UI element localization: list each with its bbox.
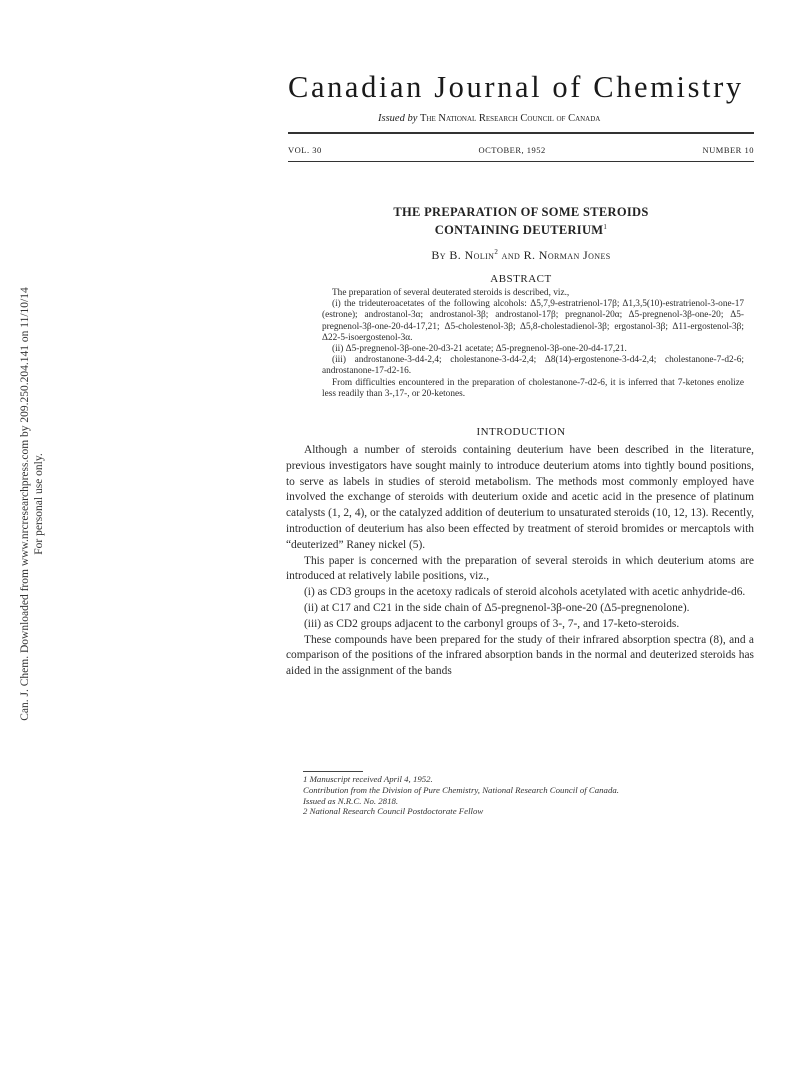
author-line bbox=[288, 248, 754, 263]
article-title bbox=[288, 205, 754, 238]
footnote: Issued as N.R.C. No. 2818. bbox=[303, 795, 399, 806]
journal-title: Canadian Journal of Chemistry bbox=[288, 70, 744, 104]
issued-by-label: Issued by bbox=[378, 113, 418, 124]
title-line-2: CONTAINING DEUTERIUM bbox=[434, 223, 604, 238]
author-by-1: By B. Nolin bbox=[431, 248, 495, 262]
footnote: 1 Manuscript received April 4, 1952. bbox=[303, 774, 433, 784]
issue-date: OCTOBER, 1952 bbox=[478, 145, 546, 155]
issue-number: NUMBER 10 bbox=[702, 145, 754, 155]
body-paragraph: (i) as CD3 groups in the acetoxy radicals of steroid alcohols acetylated with acetic anhydride-d6. bbox=[304, 586, 746, 599]
body-paragraph: (ii) at C17 and C21 in the side chain of Δ5-pregnenol-3β-one-20 (Δ5-pregnenolone). bbox=[304, 601, 690, 614]
issued-by-line bbox=[378, 113, 600, 124]
body-paragraph: Although a number of steroids containing deuterium have been described in the literature, previous investigators have sought mainly to introduce deuterium atoms into tightly bound positions, to serve as labels in studies of steroid metabolism. The methods most commonly employed have involved the exchange of steroids with deuterium oxide and acetic acid in the presence of platinum catalysts (1, 2, 4), or the catalyzed addition of deuterium to unsaturated steroids (10, 12, 13). Recently, introduction of deuterium has also been effected by treatment of steroid bromides or mercaptols with “deuterized” Raney nickel (5). bbox=[286, 444, 754, 551]
footnotes bbox=[303, 774, 755, 817]
abstract-paragraph: (iii) androstanone-3-d4-2,4; cholestanone-3-d4-2,4; Δ8(14)-ergostenone-3-d4-2,4; cholestanone-7-d2-6; androstanone-17-d2-16. bbox=[322, 355, 744, 377]
abstract-paragraph: The preparation of several deuterated steroids is described, viz., bbox=[332, 288, 570, 298]
abstract-body bbox=[322, 288, 744, 400]
introduction-heading: INTRODUCTION bbox=[476, 426, 566, 438]
volume-label: VOL. 30 bbox=[288, 145, 322, 155]
body-paragraph: This paper is concerned with the preparation of several steroids in which deuterium atoms are introduced at relatively labile positions, viz., bbox=[286, 554, 754, 583]
header-rule-top bbox=[288, 132, 754, 134]
body-paragraph: (iii) as CD2 groups adjacent to the carbonyl groups of 3-, 7-, and 17-keto-steroids. bbox=[304, 617, 680, 630]
introduction-body bbox=[286, 443, 754, 680]
title-line-1: THE PREPARATION OF SOME STEROIDS bbox=[393, 205, 649, 219]
author-footnote-mark: 2 bbox=[494, 248, 499, 256]
footnote: Contribution from the Division of Pure Chemistry, National Research Council of Canada. bbox=[303, 784, 619, 795]
author-2: and R. Norman Jones bbox=[498, 248, 611, 262]
abstract-paragraph: (ii) Δ5-pregnenol-3β-one-20-d3-21 acetate; Δ5-pregnenol-3β-one-20-d4-17,21. bbox=[332, 344, 627, 355]
abstract-heading: ABSTRACT bbox=[490, 273, 552, 285]
issuer-name: The National Research Council of Canada bbox=[420, 113, 601, 124]
footnote: 2 National Research Council Postdoctorate Fellow bbox=[303, 806, 484, 817]
watermark-line-2: For personal use only. bbox=[33, 453, 45, 555]
abstract-paragraph: (i) the trideuteroacetates of the following alcohols: Δ5,7,9-estratrienol-17β; Δ1,3,5(10)-estratrienol-3-one-17 (estrone); androstanol-3α; androstanol-3β; androstanol-17β; pregnanol-20α; Δ5-pregnenol-3β-one-20; Δ5-pregnenol-3β-one-20-d4-17,21; Δ5-cholestenol-3β; Δ5,8-cholestadienol-3β; ergostanol-3β; Δ11-ergostenol-3β; Δ22-5-isoergostenol-3α. bbox=[322, 299, 744, 343]
title-footnote-mark: 1 bbox=[603, 223, 608, 231]
body-paragraph: These compounds have been prepared for the study of their infrared absorption spectra (8), and a comparison of the positions of the infrared absorption bands in the normal and deuterized steroids has aided in the assignment of the bands bbox=[286, 633, 754, 678]
issue-info-line bbox=[288, 145, 754, 155]
watermark-line-1: Can. J. Chem. Downloaded from www.nrcresearchpress.com by 209.250.204.141 on 11/10/14 bbox=[19, 287, 31, 721]
abstract-paragraph: From difficulties encountered in the preparation of cholestanone-7-d2-6, it is inferred that 7-ketones enolize less readily than 3-,17-, or 20-ketones. bbox=[322, 377, 744, 399]
footnote-rule bbox=[303, 771, 363, 772]
header-rule-bottom bbox=[288, 161, 754, 162]
